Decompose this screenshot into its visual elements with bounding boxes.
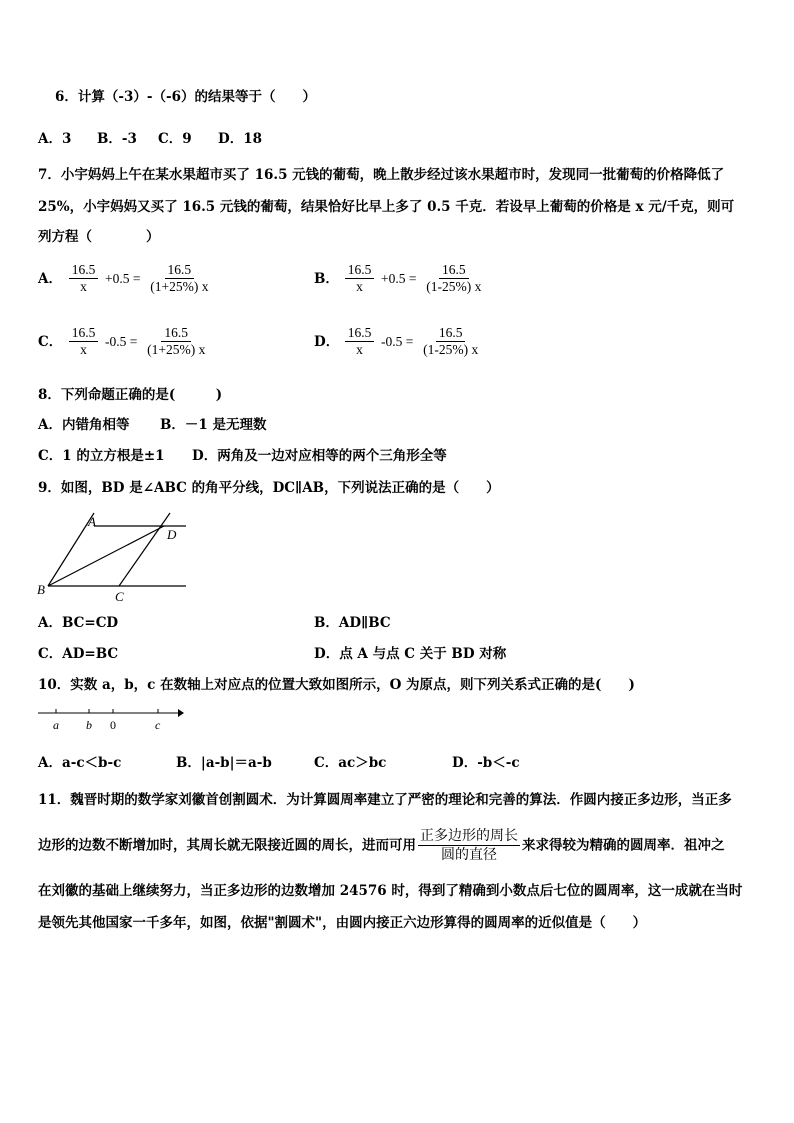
- option-label: A．: [38, 270, 62, 287]
- fraction: [69, 262, 99, 295]
- numerator: 16.5: [436, 325, 466, 342]
- q10-option-a: A．a-c＜b-c: [38, 755, 122, 771]
- operator: +0.5 =: [381, 270, 417, 286]
- q6-stem: 6．计算（-3）-（-6）的结果等于（ ）: [55, 89, 316, 105]
- q10-option-d: D．-b＜-c: [452, 755, 520, 771]
- q9-option-a: A．BC=CD: [38, 615, 119, 631]
- option-label: D．: [314, 333, 340, 350]
- fraction: [423, 262, 484, 295]
- denominator: x: [356, 342, 363, 357]
- q11-line-2-part-b: 来求得较为精确的圆周率．祖冲之: [522, 837, 725, 854]
- operator: -0.5 =: [105, 333, 138, 349]
- q11-line-2: [38, 826, 725, 865]
- fraction: [69, 325, 99, 358]
- q11-line-2-part-a: 边形的边数不断增加时，其周长就无限接近圆的周长，进而可用: [38, 837, 416, 854]
- label-c: c: [155, 718, 161, 732]
- operator: -0.5 =: [381, 333, 414, 349]
- q9-option-c: C．AD=BC: [38, 646, 119, 662]
- denominator: x: [80, 342, 87, 357]
- label-b: b: [86, 718, 92, 732]
- q11-line-3: 在刘徽的基础上继续努力，当正多边形的边数增加 24576 时，得到了精确到小数点后七位的圆周率，这一成就在当时: [38, 883, 743, 899]
- q6-option-d: D．18: [218, 131, 262, 147]
- fraction: [345, 325, 375, 358]
- operator: +0.5 =: [105, 270, 141, 286]
- numerator: 16.5: [345, 262, 375, 279]
- q9-geometry-figure: [36, 508, 191, 604]
- denominator: (1+25%) x: [150, 279, 209, 294]
- q9-stem: 9．如图，BD 是∠ABC 的角平分线，DC∥AB，下列说法正确的是（ ）: [38, 480, 500, 496]
- q8-option-a: A．内错角相等: [38, 417, 130, 433]
- q8-option-b: B．－1 是无理数: [160, 417, 267, 433]
- q7-option-b: [314, 262, 484, 295]
- label-c: C: [115, 589, 124, 604]
- q8-option-c: C．1 的立方根是±1: [38, 448, 165, 464]
- option-label: C．: [38, 333, 63, 350]
- label-a: A: [88, 514, 96, 529]
- denominator: 圆的直径: [441, 847, 497, 863]
- q7-line-3: 列方程（ ）: [38, 229, 160, 245]
- q11-line-4: 是领先其他国家一千多年，如图，依据"割圆术"，由圆内接正六边形算得的圆周率的近似值是（ ）: [38, 915, 647, 931]
- option-label: B．: [314, 270, 339, 287]
- fraction: [147, 262, 211, 295]
- numerator: 16.5: [439, 262, 469, 279]
- q7-option-a: [38, 262, 211, 295]
- q8-option-d: D．两角及一边对应相等的两个三角形全等: [192, 448, 447, 464]
- q7-line-1: 7．小宇妈妈上午在某水果超市买了 16.5 元钱的葡萄，晚上散步经过该水果超市时，发现同一批葡萄的价格降低了: [38, 167, 725, 183]
- denominator: x: [80, 279, 87, 294]
- q9-option-b: B．AD∥BC: [314, 615, 391, 631]
- fraction: [144, 325, 208, 358]
- denominator: (1-25%) x: [426, 279, 482, 294]
- label-0: 0: [110, 718, 116, 732]
- numerator: 16.5: [69, 262, 99, 279]
- denominator: x: [356, 279, 363, 294]
- numerator: 16.5: [345, 325, 375, 342]
- numerator: 正多边形的周长: [420, 828, 518, 844]
- axis-arrow: [178, 709, 184, 717]
- q10-option-c: C．ac＞bc: [314, 755, 387, 771]
- q8-stem: 8．下列命题正确的是( ): [38, 387, 223, 403]
- label-a: a: [53, 718, 59, 732]
- numerator: 16.5: [161, 325, 191, 342]
- denominator: (1+25%) x: [147, 342, 206, 357]
- q6-option-b: B．-3: [97, 131, 137, 147]
- q7-option-c: [38, 325, 208, 358]
- label-b: B: [37, 582, 45, 597]
- line-bd: [48, 526, 164, 586]
- denominator: (1-25%) x: [423, 342, 479, 357]
- q10-number-line: [36, 703, 186, 733]
- q7-line-2: 25%，小宇妈妈又买了 16.5 元钱的葡萄，结果恰好比早上多了 0.5 千克．若设早上葡萄的价格是 x 元/千克，则可: [38, 199, 735, 215]
- q6-option-c: C．9: [158, 131, 192, 147]
- label-d: D: [167, 527, 177, 542]
- pi-formula-fraction: [418, 827, 520, 864]
- q7-option-d: [314, 325, 481, 358]
- fraction: [420, 325, 481, 358]
- q10-option-b: B．|a-b|＝a-b: [176, 755, 272, 771]
- q6-option-a: A．3: [38, 131, 72, 147]
- q9-option-d: D．点 A 与点 C 关于 BD 对称: [314, 646, 507, 662]
- q11-line-1: 11．魏晋时期的数学家刘徽首创割圆术．为计算圆周率建立了严密的理论和完善的算法．作圆内接正多边形，当正多: [38, 792, 732, 808]
- numerator: 16.5: [165, 262, 195, 279]
- line-dc: [119, 513, 170, 586]
- fraction: [345, 262, 375, 295]
- q10-stem: 10．实数 a，b，c 在数轴上对应点的位置大致如图所示，O 为原点，则下列关系式正确的是( ): [38, 677, 635, 693]
- numerator: 16.5: [69, 325, 99, 342]
